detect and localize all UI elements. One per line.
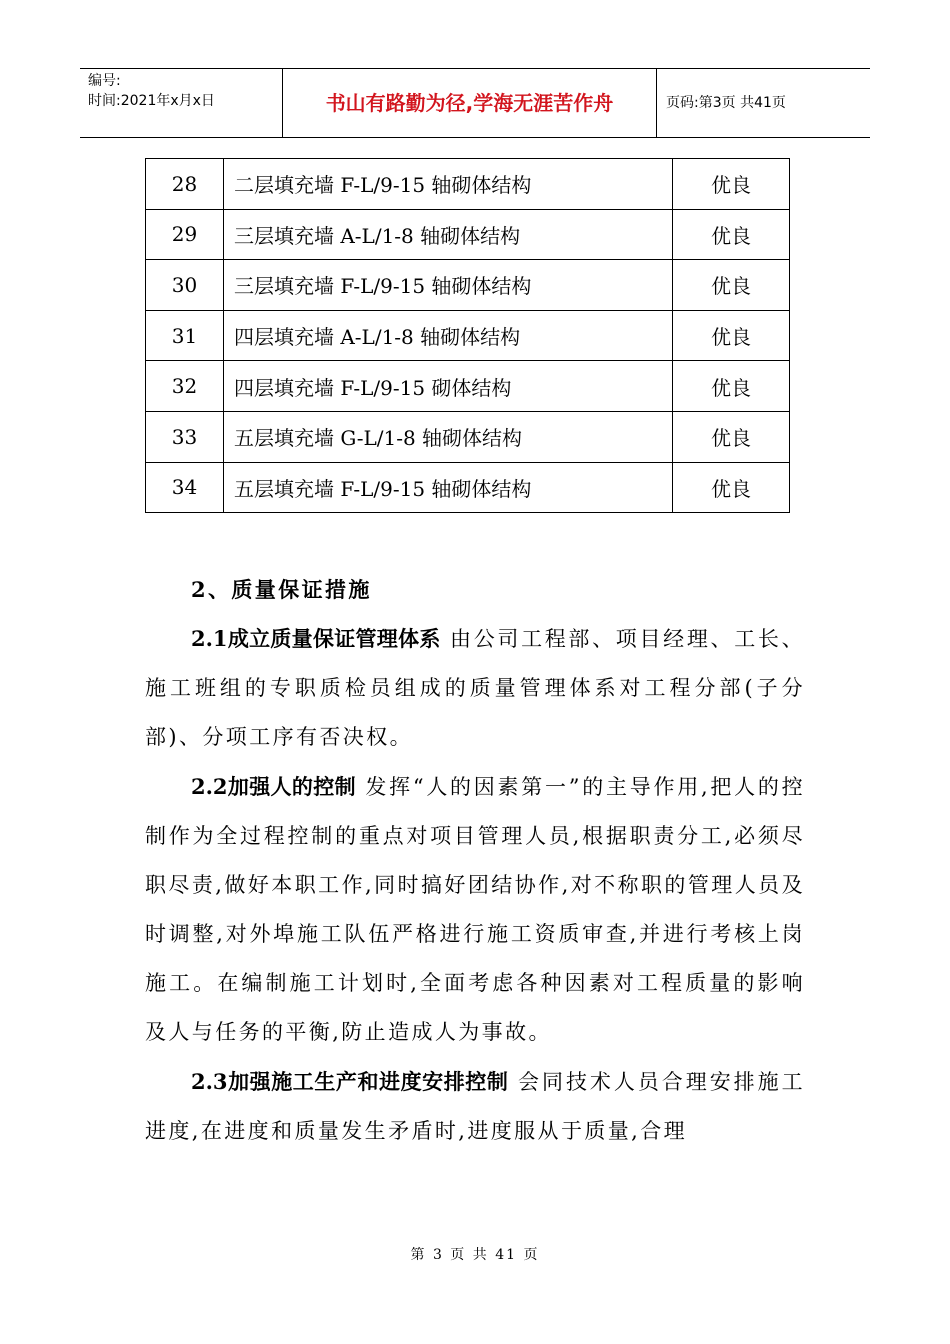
page-footer: 第 3 页 共 41 页 <box>410 1247 540 1263</box>
row-number: 34 <box>146 462 224 513</box>
table-row <box>146 462 790 513</box>
row-grade: 优良 <box>673 361 790 412</box>
row-grade: 优良 <box>673 209 790 260</box>
section-title: 2、质量保证措施 <box>191 577 372 602</box>
row-number: 33 <box>146 411 224 462</box>
row-item-name: 二层填充墙 F-L/9-15 轴砌体结构 <box>224 159 673 210</box>
paragraph-heading: 2.1成立质量保证管理体系 <box>191 626 441 651</box>
row-item-name: 三层填充墙 F-L/9-15 轴砌体结构 <box>224 260 673 311</box>
row-item-name: 五层填充墙 G-L/1-8 轴砌体结构 <box>224 411 673 462</box>
table-row <box>146 159 790 210</box>
paragraph-text: 由公司工程部、项目经理、工长、施工班组的专职质检员组成的质量管理体系对工程分部(子分部)、分项工序有否决权。 <box>145 627 805 749</box>
paragraph-2-3 <box>145 1057 805 1156</box>
row-grade: 优良 <box>673 411 790 462</box>
row-grade: 优良 <box>673 310 790 361</box>
header-meta <box>80 69 283 137</box>
row-number: 32 <box>146 361 224 412</box>
row-number: 29 <box>146 209 224 260</box>
page-header <box>80 68 870 138</box>
paragraph-heading: 2.2加强人的控制 <box>191 774 356 799</box>
document-body <box>145 565 805 1156</box>
table-row <box>146 361 790 412</box>
document-number-label: 编号: <box>88 73 121 89</box>
paragraph-2-1 <box>145 614 805 762</box>
paragraph-text: 发挥“人的因素第一”的主导作用,把人的控制作为全过程控制的重点对项目管理人员,根据职责分工,必须尽职尽责,做好本职工作,同时搞好团结协作,对不称职的管理人员及时调整,对外埠施工队伍严格进行施工资质审查,并进行考核上岗施工。在编制施工计划时,全面考虑各种因素对工程质量的影响及人与任务的平衡,防止造成人为事故。 <box>145 775 805 1044</box>
document-time: 时间:2021年x月x日 <box>88 93 215 109</box>
row-grade: 优良 <box>673 260 790 311</box>
paragraph-text: 会同技术人员合理安排施工进度,在进度和质量发生矛盾时,进度服从于质量,合理 <box>145 1070 805 1143</box>
table-row <box>146 310 790 361</box>
row-number: 30 <box>146 260 224 311</box>
row-item-name: 四层填充墙 F-L/9-15 砌体结构 <box>224 361 673 412</box>
header-motto: 书山有路勤为径,学海无涯苦作舟 <box>283 69 657 137</box>
row-number: 31 <box>146 310 224 361</box>
row-number: 28 <box>146 159 224 210</box>
row-item-name: 四层填充墙 A-L/1-8 轴砌体结构 <box>224 310 673 361</box>
table-row <box>146 411 790 462</box>
row-item-name: 五层填充墙 F-L/9-15 轴砌体结构 <box>224 462 673 513</box>
paragraph-heading: 2.3加强施工生产和进度安排控制 <box>191 1069 509 1094</box>
row-item-name: 三层填充墙 A-L/1-8 轴砌体结构 <box>224 209 673 260</box>
paragraph-2-2 <box>145 762 805 1057</box>
row-grade: 优良 <box>673 159 790 210</box>
table-row <box>146 260 790 311</box>
table-row <box>146 209 790 260</box>
header-page-info: 页码:第3页 共41页 <box>666 95 786 111</box>
inspection-table <box>145 158 790 513</box>
row-grade: 优良 <box>673 462 790 513</box>
